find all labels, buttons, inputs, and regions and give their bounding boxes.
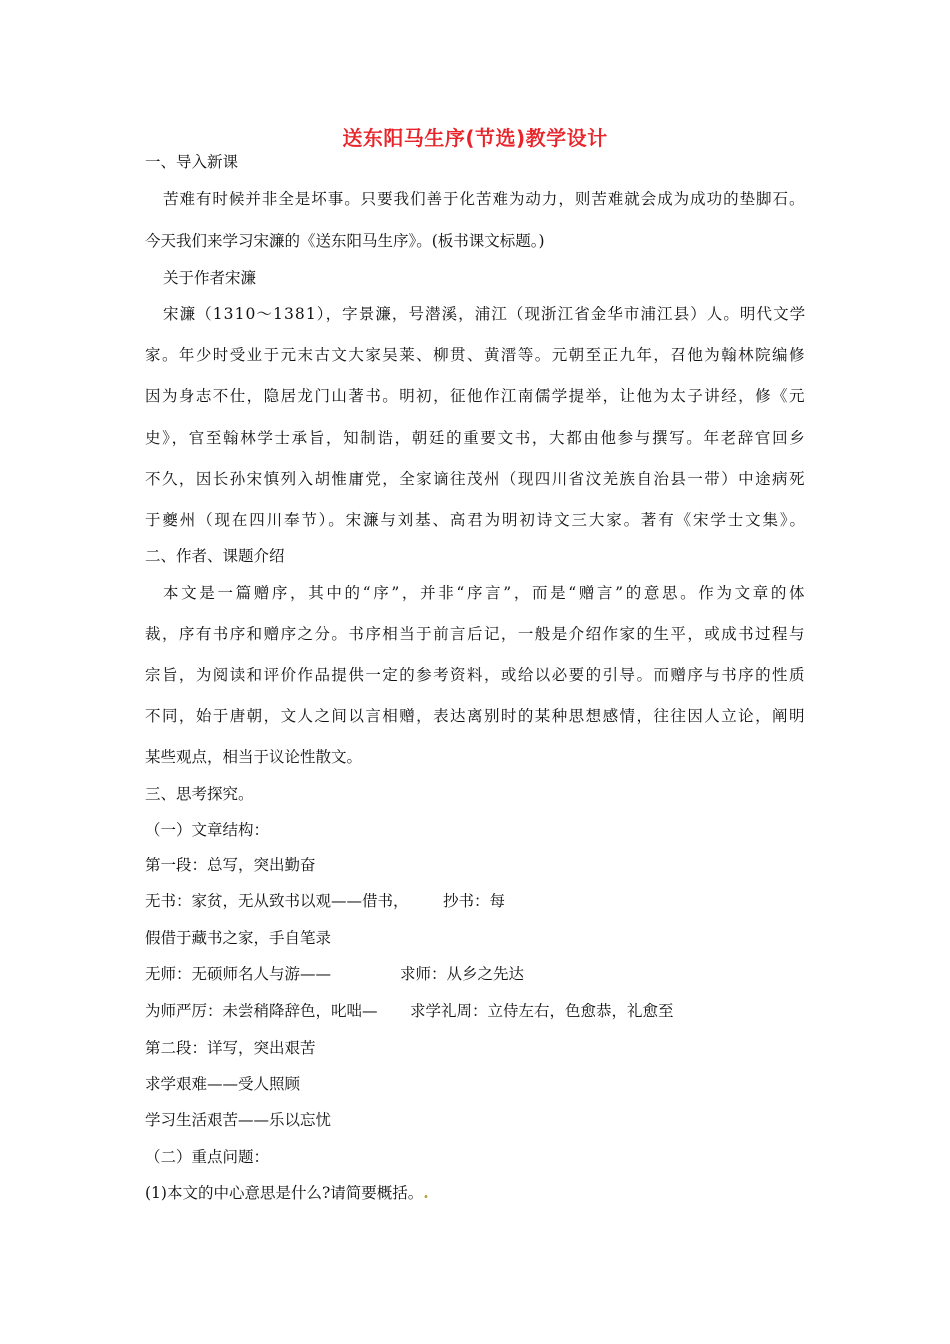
intro-line-2: 今天我们来学习宋濂的《送东阳马生序》。(板书课文标题。) xyxy=(145,232,545,250)
genre-line-2: 裁，序有书序和赠序之分。书序相当于前言后记，一般是介绍作家的生平，或成书过程与 xyxy=(145,625,806,643)
structure-para-1: 第一段：总写，突出勤奋 xyxy=(145,856,316,874)
question-1 xyxy=(145,1183,429,1203)
genre-line-1: 本文是一篇赠序，其中的“序”，并非“序言”，而是“赠言”的意思。作为文章的体 xyxy=(163,584,808,602)
structure-hard-1: 求学艰难——受人照顾 xyxy=(145,1075,301,1093)
author-line-3: 因为身志不仕，隐居龙门山著书。明初，征他作江南儒学提举，让他为太子讲经，修《元 xyxy=(145,387,806,405)
author-line-5: 不久，因长孙宋慎列入胡惟庸党，全家谪往茂州（现四川省汶羌族自治县一带）中途病死 xyxy=(145,470,806,488)
section-heading-3: 三、思考探究。 xyxy=(145,785,254,803)
structure-qiuxue: 求学礼周：立侍左右，色愈恭，礼愈至 xyxy=(410,1002,674,1020)
author-line-1: 宋濂（1310～1381），字景濂，号潜溪，浦江（现浙江省金华市浦江县）人。明代文学 xyxy=(163,305,807,323)
author-line-2: 家。年少时受业于元末古文大家吴莱、柳贯、黄溍等。元朝至正九年，召他为翰林院编修 xyxy=(145,346,806,364)
structure-jiajie: 假借于藏书之家，手自笔录 xyxy=(145,929,332,947)
genre-line-3: 宗旨，为阅读和评价作品提供一定的参考资料，或给以必要的引导。而赠序与书序的性质 xyxy=(145,666,806,684)
document-title: 送东阳马生序(节选)教学设计 xyxy=(342,126,608,150)
structure-wushu: 无书：家贫，无从致书以观——借书， xyxy=(145,892,409,910)
author-line-6: 于夔州（现在四川奉节）。宋濂与刘基、高君为明初诗文三大家。著有《宋学士文集》。 xyxy=(145,511,807,529)
author-line-4: 史》，官至翰林学士承旨，知制诰，朝廷的重要文书，大都由他参与撰写。年老辞官回乡 xyxy=(145,429,807,447)
section-heading-1: 一、导入新课 xyxy=(145,153,239,171)
section-heading-2: 二、作者、课题介绍 xyxy=(145,547,285,565)
structure-qiushi: 求师：从乡之先达 xyxy=(400,965,525,983)
author-heading: 关于作者宋濂 xyxy=(163,269,257,287)
structure-chaoshu: 抄书：每 xyxy=(443,892,506,910)
genre-line-4: 不同，始于唐朝，文人之间以言相赠，表达离别时的某种思想感情，往往因人立论，阐明 xyxy=(145,707,806,725)
structure-wushi: 无师：无硕师名人与游—— xyxy=(145,965,332,983)
question-1-text: (1)本文的中心意思是什么?请简要概括。 xyxy=(145,1184,424,1202)
structure-hard-2: 学习生活艰苦——乐以忘忧 xyxy=(145,1111,332,1129)
intro-line-1: 苦难有时候并非全是坏事。只要我们善于化苦难为动力，则苦难就会成为成功的垫脚石。 xyxy=(163,190,806,208)
subsection-key-questions: （二）重点问题： xyxy=(145,1148,270,1166)
mark-dot-icon: . xyxy=(423,1183,429,1202)
genre-line-5: 某些观点，相当于议论性散文。 xyxy=(145,748,363,766)
structure-weishi: 为师严厉：未尝稍降辞色，叱咄— xyxy=(145,1002,378,1020)
structure-para-2: 第二段：详写，突出艰苦 xyxy=(145,1039,316,1057)
subsection-structure: （一）文章结构： xyxy=(145,821,270,839)
